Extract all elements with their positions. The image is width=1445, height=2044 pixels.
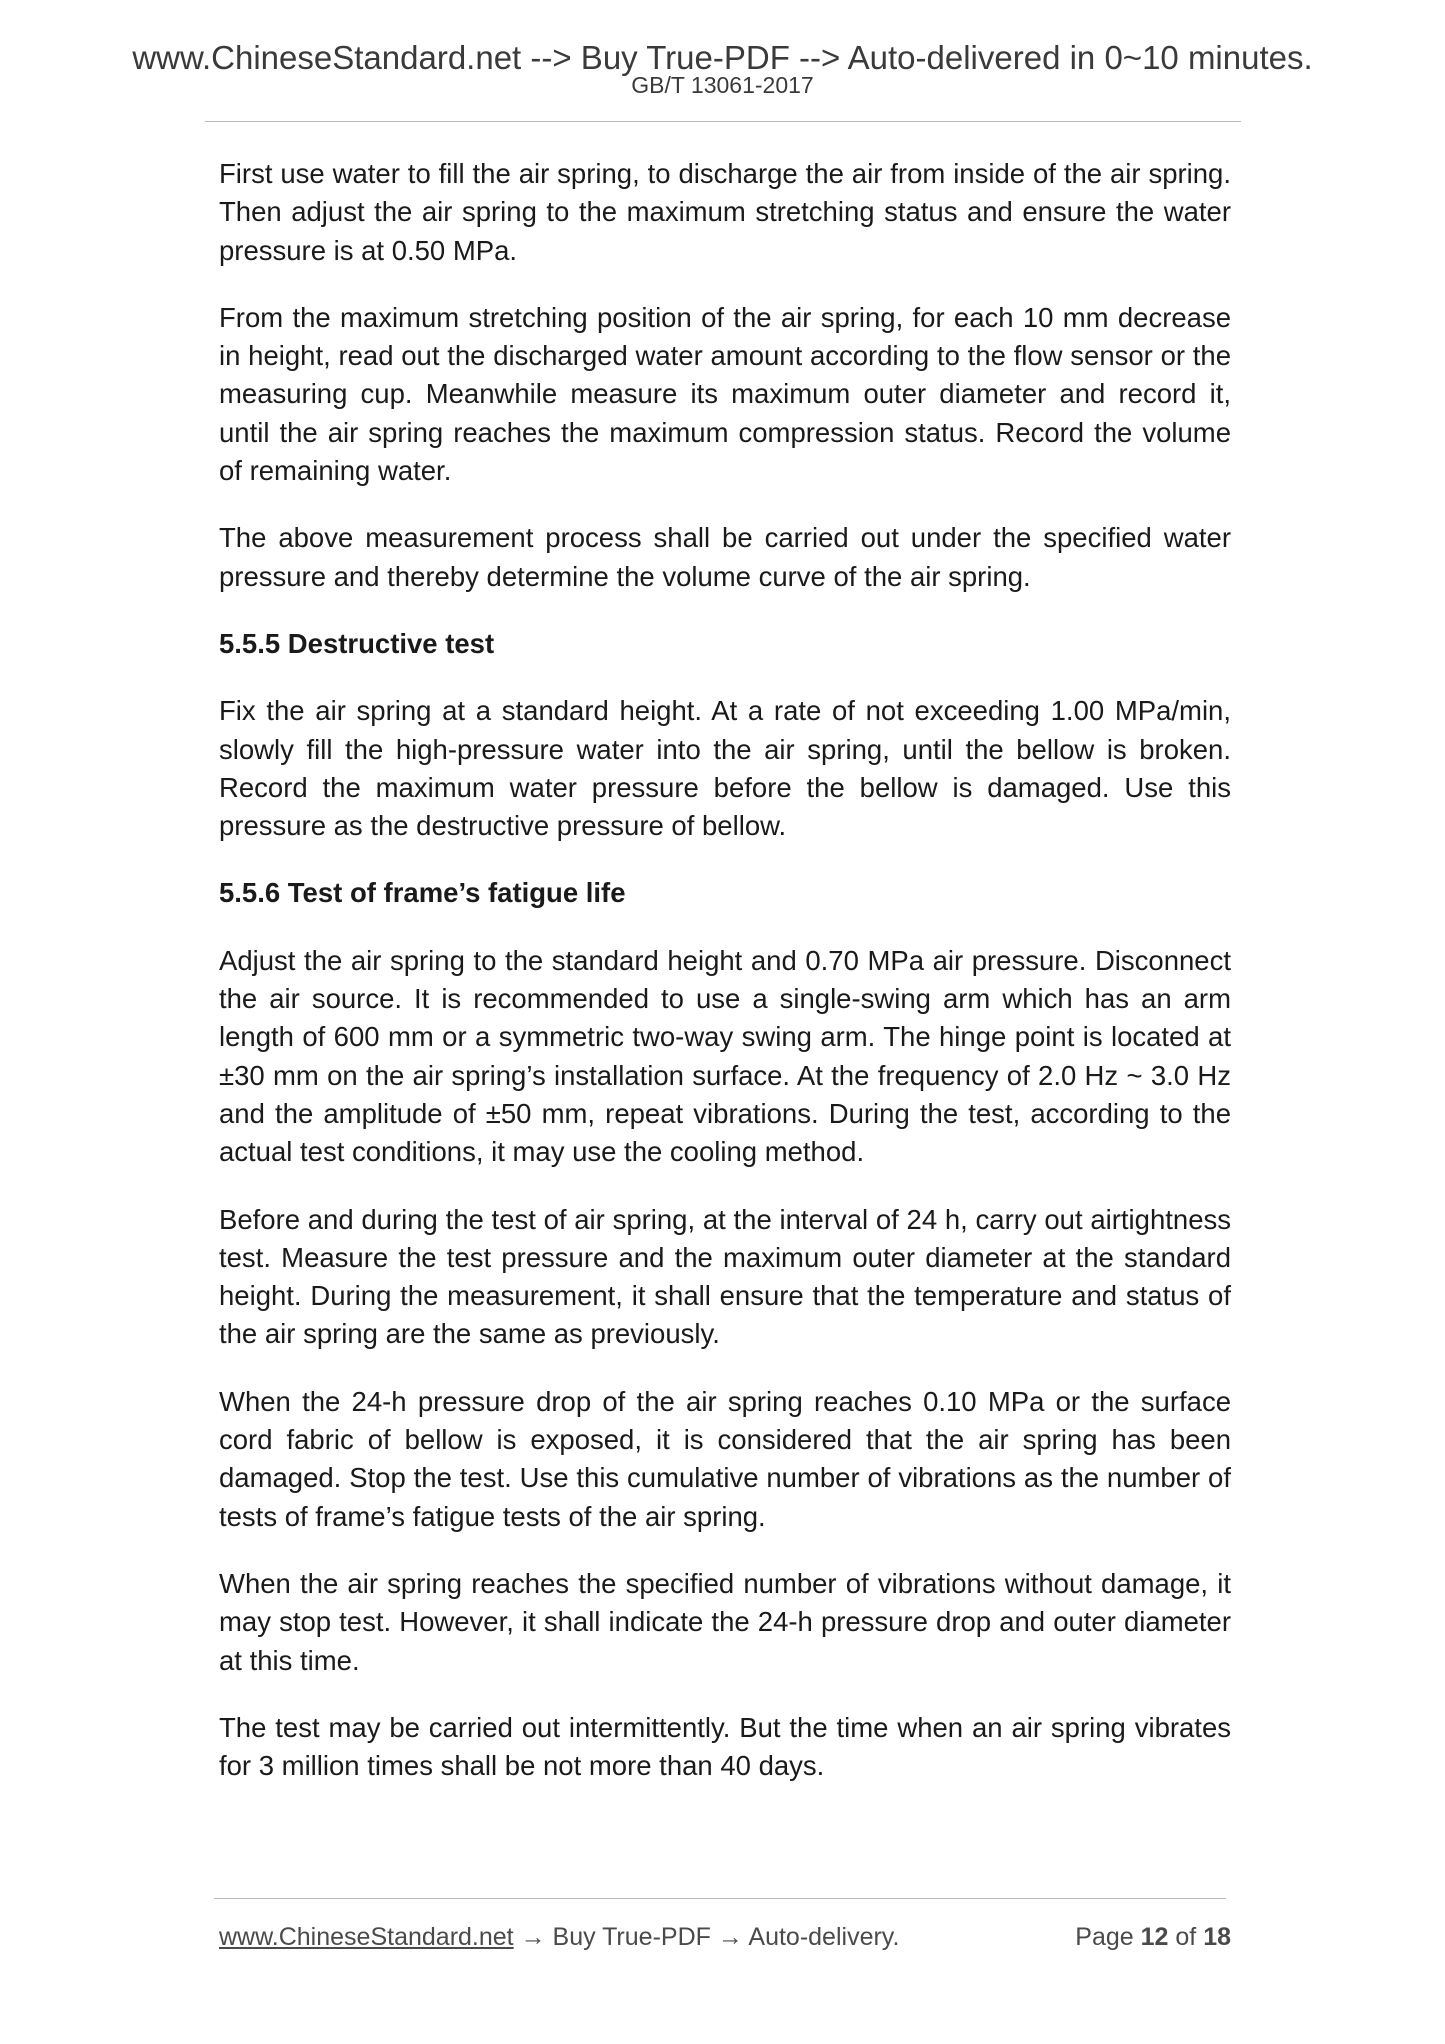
page-footer [219, 1919, 1231, 1955]
footer-tagline: → Buy True-PDF → Auto-delivery. [513, 1923, 900, 1951]
page-number [1075, 1919, 1231, 1955]
standard-code: GB/T 13061-2017 [631, 72, 814, 98]
paragraph-airtightness: Before and during the test of air spring, at the interval of 24 h, carry out airtightness test. Measure the test pressure and the maximum outer diameter at the standard height. During the measurement, it shall ensure that the temperature and status of the air spring are the same as previously. [219, 1203, 1231, 1350]
paragraph-stop-test: When the air spring reaches the specified number of vibrations without damage, it may stop test. However, it shall indicate the 24-h pressure drop and outer diameter at this time. [219, 1567, 1231, 1676]
page-current: 12 [1140, 1923, 1169, 1951]
footer-source [219, 1919, 899, 1955]
paragraph-intermittent: The test may be carried out intermittently. But the time when an air spring vibrates for 3 million times shall be not more than 40 days. [219, 1711, 1231, 1782]
page-total: 18 [1203, 1923, 1231, 1951]
paragraph-damage-criteria: When the 24-h pressure drop of the air spring reaches 0.10 MPa or the surface cord fabric of bellow is exposed, it is considered that the air spring has been damaged. Stop the test. Use this cumulative number of vibrations as the number of tests of frame’s fatigue tests of the air spring. [219, 1385, 1231, 1532]
section-heading-5-5-6: 5.5.6 Test of frame’s fatigue life [219, 877, 626, 909]
document-body [219, 155, 1231, 1814]
paragraph-volume-curve: The above measurement process shall be carried out under the specified water pressure and thereby determine the volume curve of the air spring. [219, 522, 1231, 592]
page-label: Page [1075, 1923, 1134, 1951]
paragraph-fatigue-setup: Adjust the air spring to the standard height and 0.70 MPa air pressure. Disconnect the air source. It is recommended to use a single-swing arm which has an arm length of 600 mm or a symmetric two-way swing arm. The hinge point is located at ±30 mm on the air spring’s installation surface. At the frequency of 2.0 Hz ~ 3.0 Hz and the amplitude of ±50 mm, repeat vibrations. During the test, according to the actual test conditions, it may use the cooling method. [219, 944, 1231, 1168]
paragraph-measure-discharge: From the maximum stretching position of the air spring, for each 10 mm decrease in height, read out the discharged water amount according to the flow sensor or the measuring cup. Meanwhile measure its maximum outer diameter and record it, until the air spring reaches the maximum compression status. Record the volume of remaining water. [219, 301, 1231, 487]
page-of-label: of [1175, 1923, 1197, 1951]
footer-site-link[interactable]: www.ChineseStandard.net [219, 1923, 514, 1951]
paragraph-destructive-test: Fix the air spring at a standard height. At a rate of not exceeding 1.00 MPa/min, slowly fill the high-pressure water into the air spring, until the bellow is broken. Record the maximum water pressure before the bellow is damaged. Use this pressure as the destructive pressure of bellow. [219, 695, 1231, 842]
paragraph-fill-water: First use water to fill the air spring, to discharge the air from inside of the air spring. Then adjust the air spring to the maximum stretching status and ensure the water pressure is at 0.50 MPa. [219, 158, 1231, 266]
section-heading-5-5-5: 5.5.5 Destructive test [219, 627, 495, 659]
footer-divider [214, 1898, 1226, 1899]
top-banner: www.ChineseStandard.net --> Buy True-PDF --> Auto-delivered in 0~10 minutes. [132, 39, 1313, 76]
header-divider [205, 121, 1241, 122]
